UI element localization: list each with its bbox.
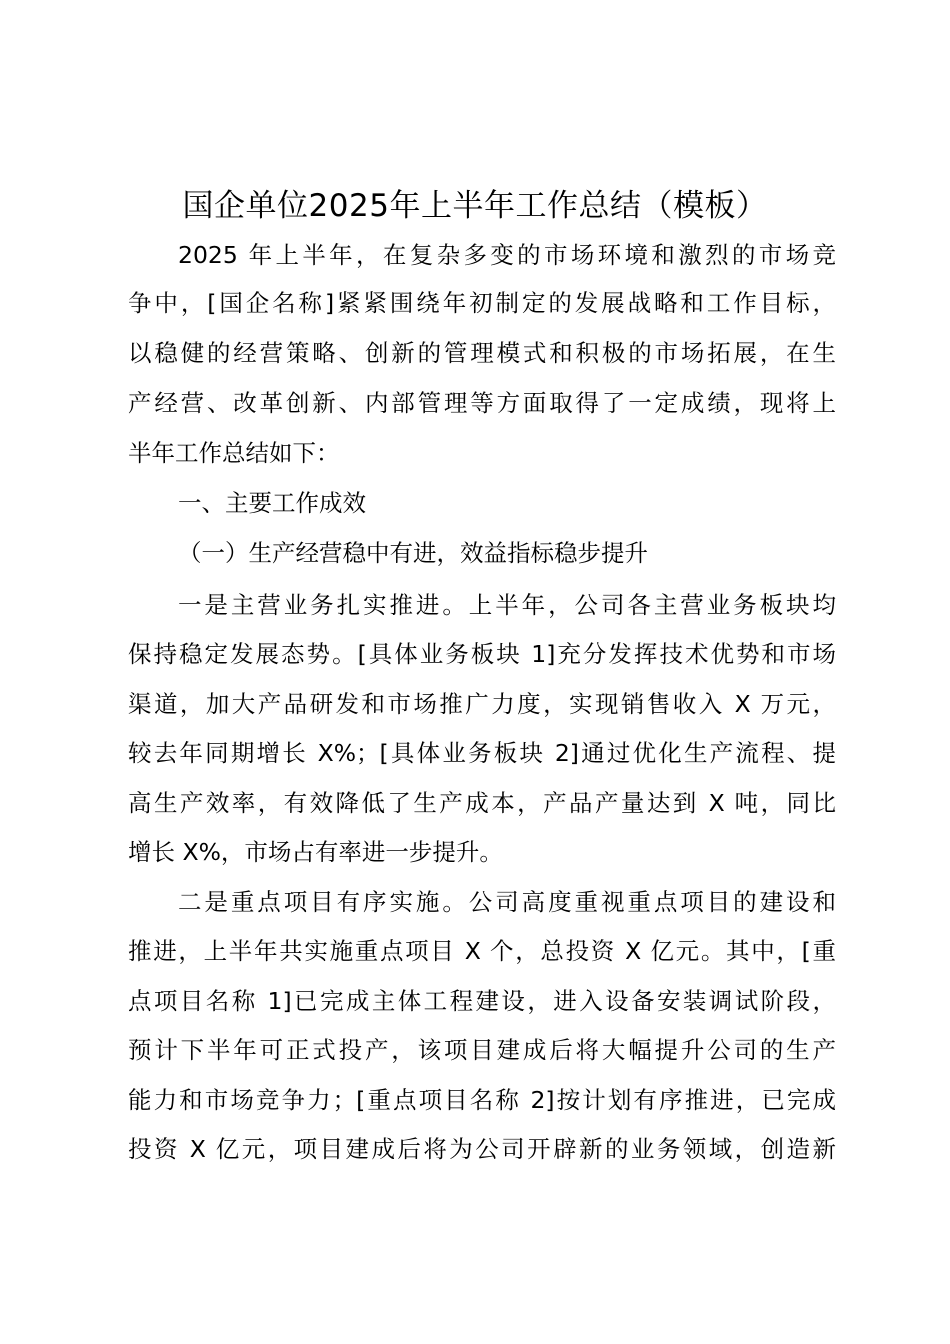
subsection-heading: （一）生产经营稳中有进，效益指标稳步提升 [178, 539, 648, 567]
paragraph-line: 半年工作总结如下： [128, 439, 340, 467]
paragraph-line: 预计下半年可正式投产，该项目建成后将大幅提升公司的生产 [128, 1036, 836, 1064]
paragraph-line: 保持稳定发展态势。[具体业务板块 1]充分发挥技术优势和市场 [128, 640, 836, 668]
paragraph-line: 一是主营业务扎实推进。上半年，公司各主营业务板块均 [178, 591, 836, 619]
paragraph-line: 投资 X 亿元，项目建成后将为公司开辟新的业务领域，创造新 [128, 1135, 836, 1163]
paragraph-line: 增长 X%，市场占有率进一步提升。 [128, 838, 503, 866]
paragraph-line: 争中，[国企名称]紧紧围绕年初制定的发展战略和工作目标， [128, 289, 836, 317]
paragraph-line: 较去年同期增长 X%；[具体业务板块 2]通过优化生产流程、提 [128, 739, 836, 767]
paragraph-line: 能力和市场竞争力；[重点项目名称 2]按计划有序推进，已完成 [128, 1086, 836, 1114]
section-heading: 一、主要工作成效 [178, 489, 366, 517]
paragraph-line: 渠道，加大产品研发和市场推广力度，实现销售收入 X 万元， [128, 690, 836, 718]
paragraph-line: 推进，上半年共实施重点项目 X 个，总投资 X 亿元。其中，[重 [128, 937, 836, 965]
paragraph-line: 高生产效率，有效降低了生产成本，产品产量达到 X 吨，同比 [128, 789, 836, 817]
paragraph-line: 二是重点项目有序实施。公司高度重视重点项目的建设和 [178, 888, 836, 916]
paragraph-line: 以稳健的经营策略、创新的管理模式和积极的市场拓展，在生 [128, 339, 836, 367]
paragraph-line: 产经营、改革创新、内部管理等方面取得了一定成绩，现将上 [128, 389, 836, 417]
paragraph-line: 点项目名称 1]已完成主体工程建设，进入设备安装调试阶段， [128, 987, 836, 1015]
document-title: 国企单位2025年上半年工作总结（模板） [182, 188, 768, 224]
paragraph-line: 2025 年上半年，在复杂多变的市场环境和激烈的市场竞 [178, 241, 836, 269]
